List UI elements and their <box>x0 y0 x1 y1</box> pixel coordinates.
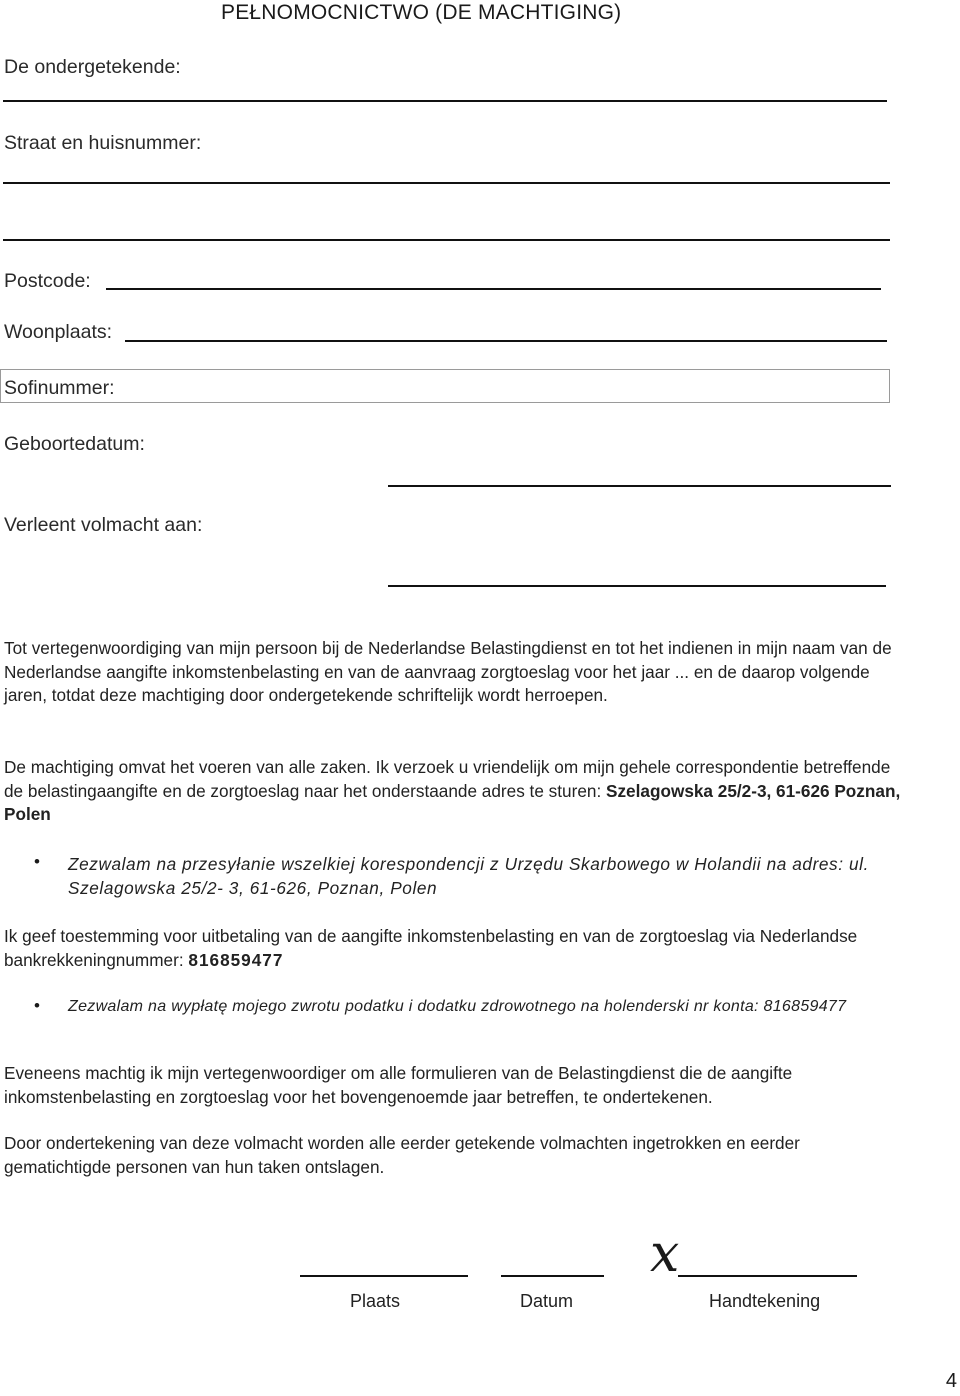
sofinummer-label: Sofinummer: <box>4 377 115 399</box>
paragraph-revocation: Door ondertekening van deze volmacht worden alle eerder getekende volmachten ingetrokken en eerder gematichtigde personen van hun taken ontslagen. <box>4 1133 800 1177</box>
paragraph-correspondence <box>4 756 904 827</box>
paragraph-payment <box>4 925 904 972</box>
straat-line-1[interactable] <box>3 182 890 184</box>
handtekening-line[interactable] <box>678 1275 857 1277</box>
correspondence-address: Szelagowska 25/2-3, 61-626 Poznan, Polen <box>4 780 901 824</box>
page-number: 4 <box>945 1370 957 1392</box>
straat-label: Straat en huisnummer: <box>4 132 202 154</box>
polish-payment-note: Zezwalam na wypłatę mojego zwrotu podatku i dodatku zdrowotnego na holenderski nr konta: 816859477 <box>68 998 847 1015</box>
paragraph-representation: Tot vertegenwoordiging van mijn persoon bij de Nederlandse Belastingdienst en tot het indienen in mijn naam van de Nederlandse aangifte inkomstenbelasting en van de aanvraag zorgtoeslag voor het jaar ... en de daarop volgende jaren, totdat deze machtiging door ondergetekende schriftelijk wordt herroepen. <box>4 638 892 705</box>
postcode-label: Postcode: <box>4 270 91 292</box>
payment-text: Ik geef toestemming voor uitbetaling van de aangifte inkomstenbelasting en van de zorgtoeslag via Nederlandse bankrekkeningnummer: <box>4 926 858 970</box>
sofinummer-box[interactable] <box>0 369 890 403</box>
handtekening-label: Handtekening <box>709 1291 821 1311</box>
straat-line-2[interactable] <box>3 239 890 241</box>
ondergetekende-label: De ondergetekende: <box>4 56 181 78</box>
bullet-2: • <box>34 996 40 1015</box>
ondergetekende-line[interactable] <box>3 100 887 102</box>
document-title: PEŁNOMOCNICTWO (DE MACHTIGING) <box>221 1 622 24</box>
woonplaats-line[interactable] <box>125 340 887 342</box>
correspondence-text: De machtiging omvat het voeren van alle zaken. Ik verzoek u vriendelijk om mijn gehele correspondentie betreffende de belastingaangifte en de zorgtoeslag naar het onderstaande adres te sturen: <box>4 757 891 801</box>
bank-account-number: 816859477 <box>188 949 284 970</box>
postcode-line[interactable] <box>106 288 881 290</box>
datum-line[interactable] <box>501 1275 604 1277</box>
bullet-1: • <box>34 852 40 871</box>
plaats-label: Plaats <box>350 1291 401 1311</box>
geboortedatum-line[interactable] <box>388 485 891 487</box>
volmacht-line[interactable] <box>388 585 886 587</box>
plaats-line[interactable] <box>300 1275 468 1277</box>
paragraph-forms: Eveneens machtig ik mijn vertegenwoordiger om alle formulieren van de Belastingdienst die de aangifte inkomstenbelasting en zorgtoeslag voor het bovengenoemde jaar betreffen, te ondertekenen. <box>4 1063 793 1107</box>
volmacht-label: Verleent volmacht aan: <box>4 514 203 536</box>
datum-label: Datum <box>520 1291 574 1311</box>
signature-x-mark: x <box>650 1224 680 1284</box>
polish-correspondence-note: Zezwalam na przesyłanie wszelkiej korespondencji z Urzędu Skarbowego w Holandii na adres: ul. Szelagowska 25/2- 3, 61-626, Poznan, Polen <box>68 854 869 898</box>
geboortedatum-label: Geboortedatum: <box>4 433 145 455</box>
woonplaats-label: Woonplaats: <box>4 321 113 343</box>
